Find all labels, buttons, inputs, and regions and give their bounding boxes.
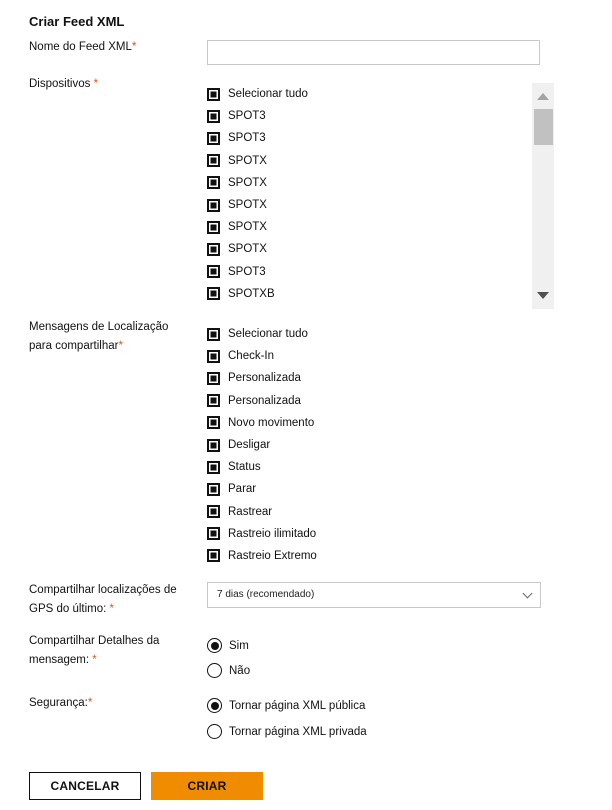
radio-icon[interactable] (207, 724, 222, 739)
share-gps-select[interactable] (207, 582, 541, 608)
device-option-label: SPOTXB (228, 287, 275, 300)
share-details-option-yes[interactable]: Sim (207, 638, 249, 653)
device-option[interactable] (207, 172, 308, 194)
device-option-label: SPOT3 (228, 132, 266, 145)
checkbox-icon[interactable] (207, 483, 220, 496)
checkbox-icon[interactable] (207, 328, 220, 341)
message-option[interactable] (207, 323, 317, 345)
radio-icon[interactable] (207, 663, 222, 678)
feed-name-label: Nome do Feed XML* (29, 41, 137, 53)
device-option-label: SPOT3 (228, 265, 266, 278)
device-option-label: SPOTX (228, 243, 267, 256)
device-option-label: Selecionar tudo (228, 88, 308, 101)
checkbox-icon[interactable] (207, 199, 220, 212)
device-option-label: SPOTX (228, 221, 267, 234)
device-option-label: SPOT3 (228, 110, 266, 123)
device-option[interactable] (207, 283, 308, 305)
checkbox-icon[interactable] (207, 505, 220, 518)
checkbox-icon[interactable] (207, 221, 220, 234)
scroll-up-arrow-icon[interactable] (537, 93, 549, 100)
checkbox-icon[interactable] (207, 265, 220, 278)
message-option-label: Rastrear (228, 505, 273, 518)
security-option-public[interactable]: Tornar página XML pública (207, 698, 365, 713)
device-option-label: SPOTX (228, 199, 267, 212)
feed-name-input[interactable] (207, 40, 540, 65)
checkbox-icon[interactable] (207, 527, 220, 540)
security-option-private[interactable]: Tornar página XML privada (207, 724, 367, 739)
devices-listbox[interactable] (207, 83, 554, 309)
checkbox-icon[interactable] (207, 132, 220, 145)
message-option[interactable] (207, 434, 317, 456)
cancel-button[interactable]: CANCELAR (29, 772, 141, 800)
checkbox-icon[interactable] (207, 461, 220, 474)
message-option-label: Novo movimento (228, 416, 315, 429)
checkbox-icon[interactable] (207, 88, 220, 101)
checkbox-icon[interactable] (207, 243, 220, 256)
device-option[interactable] (207, 105, 308, 127)
chevron-down-icon (523, 589, 533, 599)
message-option[interactable] (207, 456, 317, 478)
message-option-label: Rastreio Extremo (228, 549, 317, 562)
message-option[interactable] (207, 545, 317, 567)
devices-scrollbar[interactable] (532, 83, 554, 309)
message-option[interactable] (207, 478, 317, 500)
security-label: Segurança:* (29, 697, 93, 709)
checkbox-icon[interactable] (207, 439, 220, 452)
radio-icon[interactable] (207, 638, 222, 653)
form-title: Criar Feed XML (29, 14, 125, 29)
devices-label: Dispositivos * (29, 78, 99, 90)
checkbox-icon[interactable] (207, 154, 220, 167)
scroll-down-arrow-icon[interactable] (537, 292, 549, 299)
checkbox-icon[interactable] (207, 416, 220, 429)
device-option[interactable] (207, 238, 308, 260)
message-option-label: Desligar (228, 439, 271, 452)
share-details-option-no[interactable]: Não (207, 663, 250, 678)
message-option-label: Rastreio ilimitado (228, 527, 317, 540)
device-option[interactable] (207, 150, 308, 172)
device-option[interactable] (207, 194, 308, 216)
message-option[interactable] (207, 412, 317, 434)
message-option-label: Personalizada (228, 372, 301, 385)
device-option[interactable] (207, 127, 308, 149)
message-option[interactable] (207, 501, 317, 523)
device-option[interactable] (207, 261, 308, 283)
share-details-label: Compartilhar Detalhes da mensagem: * (29, 635, 160, 666)
create-button[interactable]: CRIAR (151, 772, 263, 800)
share-gps-selected-value: 7 dias (recomendado) (217, 589, 315, 600)
device-option-label: SPOTX (228, 154, 267, 167)
messages-list (207, 323, 317, 567)
scroll-thumb[interactable] (534, 109, 553, 145)
message-option-label: Check-In (228, 350, 275, 363)
device-option[interactable] (207, 83, 308, 105)
message-option[interactable] (207, 345, 317, 367)
devices-items (207, 83, 308, 305)
checkbox-icon[interactable] (207, 549, 220, 562)
checkbox-icon[interactable] (207, 372, 220, 385)
checkbox-icon[interactable] (207, 287, 220, 300)
checkbox-icon[interactable] (207, 350, 220, 363)
message-option[interactable] (207, 367, 317, 389)
device-option[interactable] (207, 216, 308, 238)
message-option[interactable] (207, 390, 317, 412)
checkbox-icon[interactable] (207, 176, 220, 189)
message-option-label: Selecionar tudo (228, 328, 308, 341)
share-gps-label: Compartilhar localizações de GPS do último: * (29, 584, 177, 615)
message-option-label: Status (228, 461, 261, 474)
radio-icon[interactable] (207, 698, 222, 713)
message-option-label: Personalizada (228, 394, 301, 407)
device-option-label: SPOTX (228, 176, 267, 189)
message-option-label: Parar (228, 483, 257, 496)
message-option[interactable] (207, 523, 317, 545)
messages-label: Mensagens de Localização para compartilhar* (29, 321, 169, 352)
checkbox-icon[interactable] (207, 394, 220, 407)
checkbox-icon[interactable] (207, 110, 220, 123)
